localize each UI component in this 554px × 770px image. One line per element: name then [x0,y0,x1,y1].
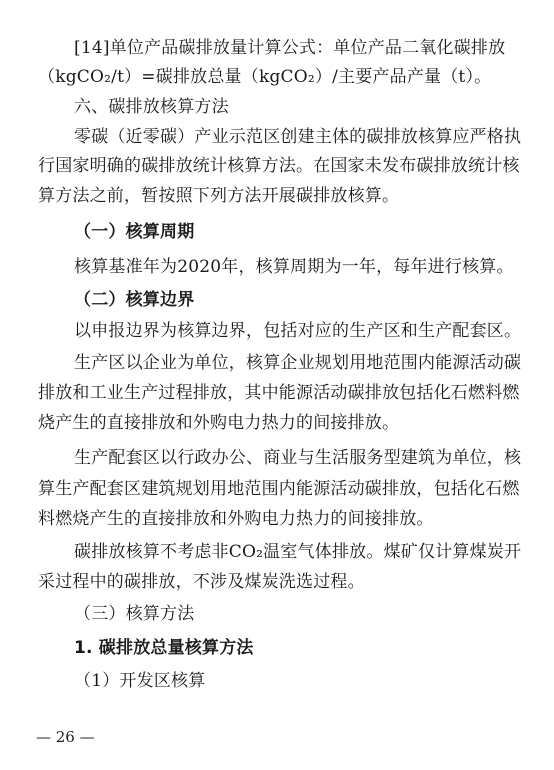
paragraph-line: 生产配套区以行政办公、商业与生活服务型建筑为单位，核 [74,448,522,468]
paragraph-line: 算生产配套区建筑规划用地范围内能源活动碳排放，包括化石燃 [38,479,520,499]
subsection-heading: （一）核算周期 [74,222,195,242]
paragraph-line: 采过程中的碳排放，不涉及煤炭洗选过程。 [38,572,365,592]
footnote-line-1: [14]单位产品碳排放量计算公式：单位产品二氧化碳排放 [74,38,506,58]
paragraph-line: 烧产生的直接排放和外购电力热力的间接排放。 [38,413,400,433]
paragraph-line: 零碳（近零碳）产业示范区创建主体的碳排放核算应严格执 [74,127,522,147]
item-heading: 1. 碳排放总量核算方法 [74,638,254,658]
page-number: — 26 — [36,728,95,746]
subsection-heading: （三）核算方法 [74,604,195,624]
paragraph-line: 碳排放核算不考虑非CO₂温室气体排放。煤矿仅计算煤炭开 [74,542,522,562]
section-heading: 六、碳排放核算方法 [74,97,229,117]
paragraph-line: 生产区以企业为单位，核算企业规划用地范围内能源活动碳 [74,353,522,373]
paragraph-line: 行国家明确的碳排放统计核算方法。在国家未发布碳排放统计核 [38,156,520,176]
paragraph-line: 以申报边界为核算边界，包括对应的生产区和生产配套区。 [74,321,522,341]
paragraph-line: 算方法之前，暂按照下列方法开展碳排放核算。 [38,186,400,206]
paragraph-line: 核算基准年为2020年，核算周期为一年，每年进行核算。 [74,257,514,277]
paragraph-line: 料燃烧产生的直接排放和外购电力热力的间接排放。 [38,509,434,529]
footnote-line-2: （kgCO₂/t）=碳排放总量（kgCO₂）/主要产品产量（t）。 [38,67,492,87]
item-subheading: （1）开发区核算 [74,671,206,691]
subsection-heading: （二）核算边界 [74,290,195,310]
paragraph-line: 排放和工业生产过程排放，其中能源活动碳排放包括化石燃料燃 [38,383,520,403]
